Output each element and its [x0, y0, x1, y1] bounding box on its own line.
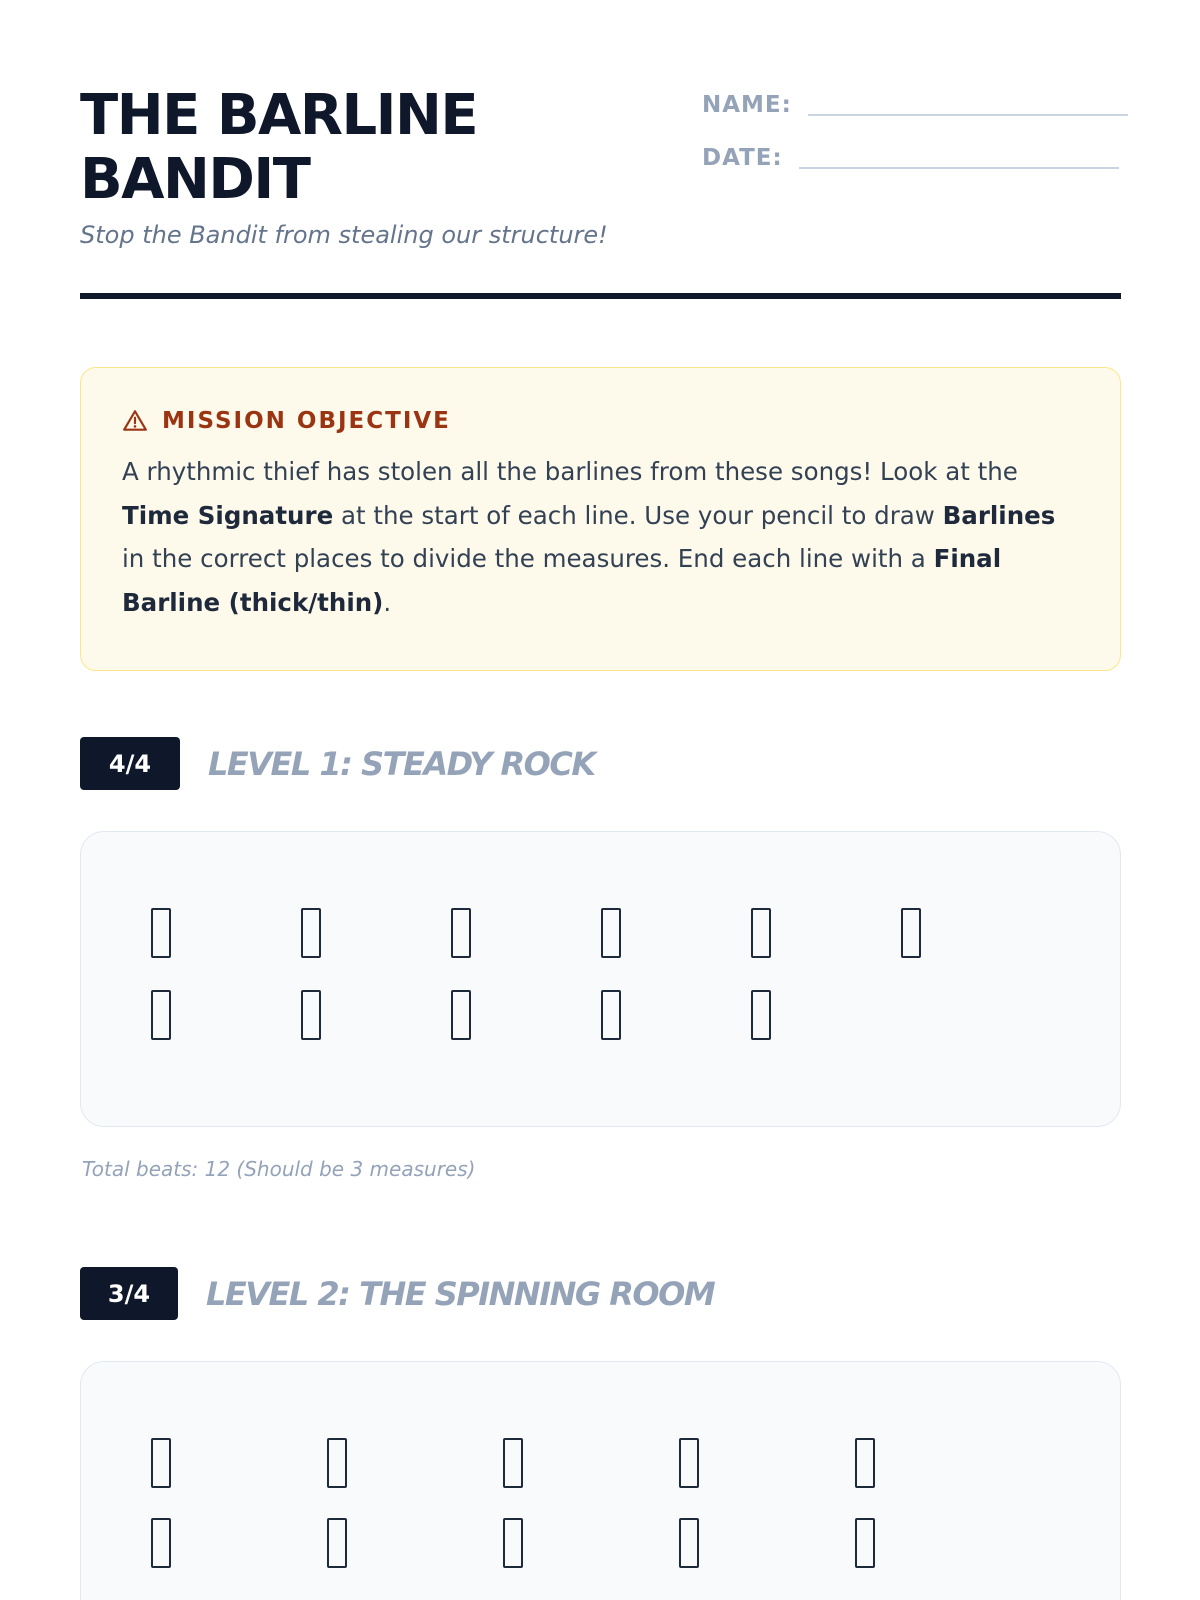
note-glyph — [151, 1518, 171, 1568]
mission-bold-barlines: Barlines — [942, 500, 1056, 530]
date-label: DATE: — [702, 145, 783, 171]
level-1-heading — [80, 737, 595, 790]
note-glyph — [679, 1518, 699, 1568]
student-info-fields — [702, 82, 1122, 188]
title-line-1: THE BARLINE — [80, 83, 478, 148]
mission-text-4: . — [383, 587, 392, 617]
mission-bold-final-barline: Final Barline (thick/thin) — [122, 544, 1002, 617]
note-glyph — [151, 1438, 171, 1488]
note-glyph — [751, 908, 771, 958]
date-line[interactable] — [799, 167, 1119, 169]
level-title: LEVEL 2: THE SPINNING ROOM — [206, 1274, 715, 1313]
worksheet-header — [80, 84, 640, 249]
page-title — [80, 84, 640, 212]
level-1-rhythm-area[interactable] — [80, 831, 1121, 1127]
mission-bold-time-signature: Time Signature — [122, 500, 334, 530]
note-glyph — [503, 1438, 523, 1488]
time-signature-badge: 4/4 — [80, 737, 180, 790]
mission-heading — [122, 408, 1080, 434]
note-glyph — [751, 990, 771, 1040]
header-divider — [80, 293, 1121, 299]
note-glyph — [901, 908, 921, 958]
name-line[interactable] — [808, 114, 1128, 116]
mission-text-1: A rhythmic thief has stolen all the barlines from these songs! Look at the — [122, 457, 1018, 486]
note-glyph — [151, 908, 171, 958]
mission-text-3: in the correct places to divide the measures. End each line with a — [122, 544, 934, 573]
level-2-heading — [80, 1267, 714, 1320]
note-glyph — [451, 990, 471, 1040]
time-signature-badge: 3/4 — [80, 1267, 178, 1320]
note-glyph — [601, 990, 621, 1040]
note-glyph — [503, 1518, 523, 1568]
note-glyph — [855, 1438, 875, 1488]
mission-title: MISSION OBJECTIVE — [162, 408, 451, 434]
warning-triangle-icon — [122, 408, 148, 434]
level-2-rhythm-area[interactable] — [80, 1361, 1121, 1600]
note-glyph — [327, 1518, 347, 1568]
mission-instructions — [122, 450, 1080, 624]
note-glyph — [301, 990, 321, 1040]
date-field — [702, 135, 1122, 171]
note-glyph — [601, 908, 621, 958]
name-field — [702, 82, 1122, 118]
note-glyph — [451, 908, 471, 958]
note-glyph — [855, 1518, 875, 1568]
note-glyph — [151, 990, 171, 1040]
level-1-caption: Total beats: 12 (Should be 3 measures) — [82, 1157, 476, 1181]
level-title: LEVEL 1: STEADY ROCK — [208, 744, 595, 783]
mission-text-2: at the start of each line. Use your pencil to draw — [333, 500, 943, 530]
name-label: NAME: — [702, 92, 792, 118]
page-subtitle: Stop the Bandit from stealing our structure! — [80, 221, 608, 249]
note-glyph — [301, 908, 321, 958]
note-glyph — [679, 1438, 699, 1488]
mission-objective-box — [80, 367, 1121, 671]
note-glyph — [327, 1438, 347, 1488]
title-line-2: BANDIT — [80, 147, 310, 212]
